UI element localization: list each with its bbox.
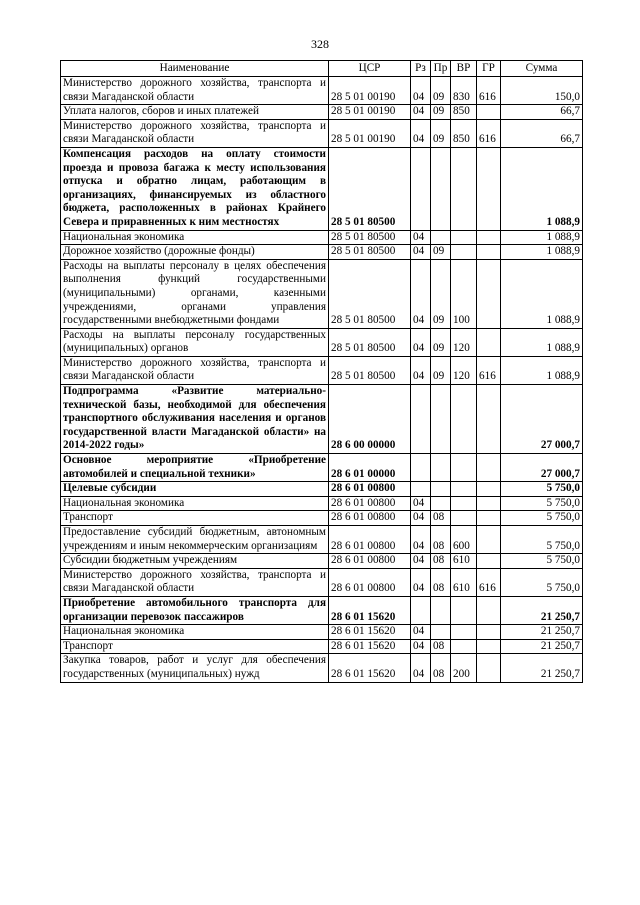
row-gr — [477, 454, 501, 482]
row-gr — [477, 245, 501, 260]
row-rz — [411, 147, 431, 230]
row-gr: 616 — [477, 77, 501, 105]
row-csr: 28 5 01 80500 — [329, 328, 411, 356]
row-rz: 04 — [411, 526, 431, 554]
row-pr — [431, 482, 451, 497]
row-pr: 08 — [431, 639, 451, 654]
row-sum: 27 000,7 — [501, 385, 583, 454]
row-sum: 5 750,0 — [501, 496, 583, 511]
row-gr — [477, 554, 501, 569]
row-vr — [451, 147, 477, 230]
row-pr: 09 — [431, 119, 451, 147]
row-gr — [477, 482, 501, 497]
table-header-row — [61, 61, 583, 77]
row-rz: 04 — [411, 245, 431, 260]
header-rz: Рз — [411, 61, 431, 77]
row-name: Дорожное хозяйство (дорожные фонды) — [61, 245, 329, 260]
row-name: Субсидии бюджетным учреждениям — [61, 554, 329, 569]
row-gr — [477, 511, 501, 526]
row-name: Национальная экономика — [61, 625, 329, 640]
table-row — [61, 482, 583, 497]
row-gr — [477, 105, 501, 120]
table-row — [61, 639, 583, 654]
row-vr — [451, 482, 477, 497]
row-vr — [451, 385, 477, 454]
row-pr — [431, 454, 451, 482]
row-vr: 600 — [451, 526, 477, 554]
row-csr: 28 6 01 00800 — [329, 482, 411, 497]
table-row — [61, 511, 583, 526]
row-csr: 28 5 01 80500 — [329, 230, 411, 245]
row-vr: 120 — [451, 328, 477, 356]
table-row — [61, 147, 583, 230]
row-sum: 5 750,0 — [501, 482, 583, 497]
table-row — [61, 259, 583, 328]
row-name: Компенсация расходов на оплату стоимости проезда и провоза багажа к месту использования отпуска и обратно лицам, работающим в организациях, финансируемых из областного бюджета, расположенных в районах Крайнего Севера и приравненных к ним местностях — [61, 147, 329, 230]
row-csr: 28 6 00 00000 — [329, 385, 411, 454]
row-name: Транспорт — [61, 511, 329, 526]
row-sum: 21 250,7 — [501, 625, 583, 640]
header-sum: Сумма — [501, 61, 583, 77]
table-row — [61, 119, 583, 147]
row-rz: 04 — [411, 625, 431, 640]
row-sum: 66,7 — [501, 119, 583, 147]
table-row — [61, 496, 583, 511]
row-rz — [411, 454, 431, 482]
row-sum: 1 088,9 — [501, 245, 583, 260]
row-rz: 04 — [411, 328, 431, 356]
row-name: Приобретение автомобильного транспорта для организации перевозок пассажиров — [61, 596, 329, 624]
table-row — [61, 105, 583, 120]
row-name: Министерство дорожного хозяйства, транспорта и связи Магаданской области — [61, 77, 329, 105]
row-rz: 04 — [411, 77, 431, 105]
header-csr: ЦСР — [329, 61, 411, 77]
row-vr: 610 — [451, 554, 477, 569]
row-rz: 04 — [411, 496, 431, 511]
row-rz: 04 — [411, 105, 431, 120]
page-number: 328 — [311, 37, 329, 51]
row-csr: 28 6 01 15620 — [329, 654, 411, 682]
row-csr: 28 6 01 15620 — [329, 596, 411, 624]
row-sum: 21 250,7 — [501, 596, 583, 624]
row-name: Транспорт — [61, 639, 329, 654]
row-pr: 08 — [431, 568, 451, 596]
row-name: Уплата налогов, сборов и иных платежей — [61, 105, 329, 120]
row-rz: 04 — [411, 639, 431, 654]
row-csr: 28 5 01 00190 — [329, 119, 411, 147]
table-row — [61, 654, 583, 682]
table-row — [61, 596, 583, 624]
row-rz: 04 — [411, 259, 431, 328]
row-sum: 5 750,0 — [501, 554, 583, 569]
row-vr — [451, 496, 477, 511]
row-sum: 1 088,9 — [501, 259, 583, 328]
row-vr — [451, 596, 477, 624]
row-csr: 28 5 01 80500 — [329, 356, 411, 384]
row-rz: 04 — [411, 511, 431, 526]
row-pr: 08 — [431, 526, 451, 554]
row-rz: 04 — [411, 356, 431, 384]
row-gr — [477, 328, 501, 356]
budget-table — [60, 60, 583, 683]
row-vr: 850 — [451, 119, 477, 147]
row-sum: 5 750,0 — [501, 568, 583, 596]
row-pr: 09 — [431, 77, 451, 105]
row-csr: 28 6 01 15620 — [329, 625, 411, 640]
row-sum: 66,7 — [501, 105, 583, 120]
row-pr — [431, 596, 451, 624]
row-gr — [477, 625, 501, 640]
row-csr: 28 5 01 00190 — [329, 105, 411, 120]
row-name: Министерство дорожного хозяйства, транспорта и связи Магаданской области — [61, 119, 329, 147]
row-pr — [431, 385, 451, 454]
row-pr — [431, 230, 451, 245]
row-rz: 04 — [411, 230, 431, 245]
row-gr: 616 — [477, 568, 501, 596]
row-sum: 150,0 — [501, 77, 583, 105]
row-rz: 04 — [411, 568, 431, 596]
row-sum: 5 750,0 — [501, 511, 583, 526]
row-sum: 1 088,9 — [501, 230, 583, 245]
row-csr: 28 5 01 00190 — [329, 77, 411, 105]
row-sum: 21 250,7 — [501, 639, 583, 654]
row-pr: 09 — [431, 259, 451, 328]
table-row — [61, 454, 583, 482]
row-vr — [451, 245, 477, 260]
row-gr: 616 — [477, 119, 501, 147]
table-row — [61, 230, 583, 245]
row-csr: 28 6 01 00800 — [329, 511, 411, 526]
table-row — [61, 625, 583, 640]
row-vr — [451, 454, 477, 482]
row-csr: 28 6 01 00800 — [329, 554, 411, 569]
row-pr: 09 — [431, 328, 451, 356]
row-sum: 1 088,9 — [501, 328, 583, 356]
table-row — [61, 245, 583, 260]
row-vr: 830 — [451, 77, 477, 105]
table-row — [61, 526, 583, 554]
row-sum: 21 250,7 — [501, 654, 583, 682]
row-gr — [477, 147, 501, 230]
table-body — [61, 77, 583, 683]
header-name: Наименование — [61, 61, 329, 77]
row-gr — [477, 385, 501, 454]
row-rz — [411, 596, 431, 624]
row-rz: 04 — [411, 119, 431, 147]
row-vr: 610 — [451, 568, 477, 596]
row-pr: 08 — [431, 511, 451, 526]
row-csr: 28 6 01 00000 — [329, 454, 411, 482]
row-csr: 28 5 01 80500 — [329, 147, 411, 230]
row-csr: 28 5 01 80500 — [329, 259, 411, 328]
row-gr: 616 — [477, 356, 501, 384]
row-sum: 1 088,9 — [501, 147, 583, 230]
row-vr: 200 — [451, 654, 477, 682]
row-vr: 100 — [451, 259, 477, 328]
table-row — [61, 328, 583, 356]
row-gr — [477, 526, 501, 554]
row-rz: 04 — [411, 554, 431, 569]
row-name: Расходы на выплаты персоналу государственных (муниципальных) органов — [61, 328, 329, 356]
row-name: Национальная экономика — [61, 230, 329, 245]
row-name: Закупка товаров, работ и услуг для обеспечения государственных (муниципальных) нужд — [61, 654, 329, 682]
table-row — [61, 568, 583, 596]
row-pr: 09 — [431, 356, 451, 384]
row-rz — [411, 385, 431, 454]
row-name: Расходы на выплаты персоналу в целях обеспечения выполнения функций государственными (муниципальными) органами, казенными учреждениями, органами управления государственными внебюджетными фондами — [61, 259, 329, 328]
row-vr — [451, 230, 477, 245]
row-vr — [451, 511, 477, 526]
row-sum: 1 088,9 — [501, 356, 583, 384]
row-vr: 120 — [451, 356, 477, 384]
row-csr: 28 6 01 00800 — [329, 496, 411, 511]
row-pr: 09 — [431, 245, 451, 260]
row-gr — [477, 654, 501, 682]
row-sum: 5 750,0 — [501, 526, 583, 554]
row-csr: 28 6 01 00800 — [329, 568, 411, 596]
row-pr: 08 — [431, 654, 451, 682]
row-gr — [477, 639, 501, 654]
table-row — [61, 356, 583, 384]
row-rz: 04 — [411, 654, 431, 682]
row-vr: 850 — [451, 105, 477, 120]
row-gr — [477, 496, 501, 511]
row-csr: 28 6 01 15620 — [329, 639, 411, 654]
row-gr — [477, 259, 501, 328]
row-vr — [451, 639, 477, 654]
row-csr: 28 5 01 80500 — [329, 245, 411, 260]
header-pr: Пр — [431, 61, 451, 77]
row-name: Министерство дорожного хозяйства, транспорта и связи Магаданской области — [61, 356, 329, 384]
row-pr: 09 — [431, 105, 451, 120]
row-rz — [411, 482, 431, 497]
row-name: Подпрограмма «Развитие материально-технической базы, необходимой для обеспечения транспортного обслуживания населения и органов государственной власти Магаданской области» на 2014-2022 годы» — [61, 385, 329, 454]
row-pr — [431, 625, 451, 640]
row-name: Целевые субсидии — [61, 482, 329, 497]
row-pr — [431, 147, 451, 230]
row-gr — [477, 230, 501, 245]
row-pr: 08 — [431, 554, 451, 569]
row-name: Основное мероприятие «Приобретение автомобилей и специальной техники» — [61, 454, 329, 482]
row-name: Министерство дорожного хозяйства, транспорта и связи Магаданской области — [61, 568, 329, 596]
row-name: Национальная экономика — [61, 496, 329, 511]
table-row — [61, 554, 583, 569]
row-vr — [451, 625, 477, 640]
table-row — [61, 77, 583, 105]
row-csr: 28 6 01 00800 — [329, 526, 411, 554]
header-gr: ГР — [477, 61, 501, 77]
table-row — [61, 385, 583, 454]
header-vr: ВР — [451, 61, 477, 77]
row-pr — [431, 496, 451, 511]
row-gr — [477, 596, 501, 624]
row-name: Предоставление субсидий бюджетным, автономным учреждениям и иным некоммерческим организациям — [61, 526, 329, 554]
row-sum: 27 000,7 — [501, 454, 583, 482]
